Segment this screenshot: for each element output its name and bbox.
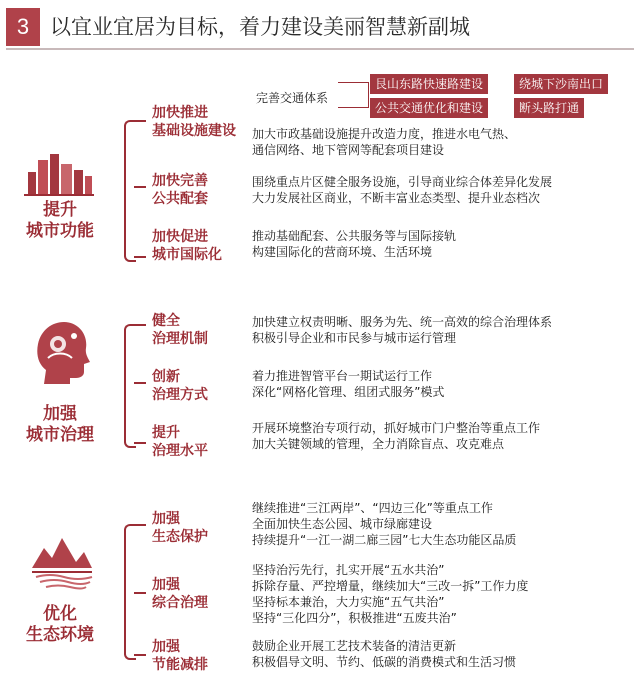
item-desc: 推动基础配套、公共服务等与国际接轨 构建国际化的营商环境、生活环境 [252, 229, 457, 259]
item-title: 加快完善 公共配套 [152, 173, 208, 207]
item-desc: 坚持治污先行，扎实开展“五水共治” 拆除存量、严控增量，继续加大“三改一拆”工作力度 坚持标本兼治，大力实施“五气共治” 坚持“三化四分”，积极推进“五废共治” [252, 563, 529, 625]
item-desc: 开展环境整治专项行动，抓好城市门户整治等重点工作 加大关键领域的管理，全力消除盲点、攻克难点 [252, 421, 541, 451]
landscape-icon [30, 534, 94, 594]
item-title: 创新 治理方式 [152, 369, 208, 403]
item-desc: 继续推进“三江两岸”、“四边三化”等重点工作 全面加快生态公园、城市绿廊建设 持续提升“一江一湖二廊三园”七大生态功能区品质 [252, 501, 517, 547]
item-desc: 加大市政基础设施提升改造力度，推进水电气热、 通信网络、地下管网等配套项目建设 [252, 127, 517, 157]
tag: 绕城下沙南出口 [514, 74, 608, 94]
tag: 艮山东路快速路建设 [370, 74, 488, 94]
item-desc: 围绕重点片区健全服务设施，引导商业综合体差异化发展 大力发展社区商业，不断丰富业态类型、提升业态档次 [252, 175, 553, 205]
section-label: 提升 城市功能 [26, 200, 94, 241]
item-desc: 鼓励企业开展工艺技术装备的清洁更新 积极倡导文明、节约、低碳的消费模式和生活习惯 [252, 639, 517, 669]
item-title: 加强 节能减排 [152, 639, 208, 673]
item-title: 加强 综合治理 [152, 577, 208, 611]
section-label: 加强 城市治理 [26, 404, 94, 445]
section-label: 优化 生态环境 [26, 604, 94, 645]
item-desc: 着力推进智管平台一期试运行工作 深化“网格化管理、组团式服务”模式 [252, 369, 445, 399]
item-desc: 加快建立权责明晰、服务为先、统一高效的综合治理体系 积极引导企业和市民参与城市运行管理 [252, 315, 553, 345]
tag: 断头路打通 [514, 98, 584, 118]
brace-tick [134, 592, 146, 594]
item-title: 加快促进 城市国际化 [152, 229, 222, 263]
item-title: 提升 治理水平 [152, 425, 208, 459]
transport-system-label: 完善交通体系 [256, 91, 329, 105]
brace-tick [134, 524, 146, 526]
page-title: 以宜业宜居为目标，着力建设美丽智慧新副城 [50, 15, 470, 39]
item-title: 加快推进 基础设施建设 [152, 105, 236, 139]
section-number: 3 [6, 8, 40, 46]
item-title: 健全 治理机制 [152, 313, 208, 347]
tag: 公共交通优化和建设 [370, 98, 488, 118]
item-title: 加强 生态保护 [152, 511, 208, 545]
brace-tick [134, 654, 146, 656]
